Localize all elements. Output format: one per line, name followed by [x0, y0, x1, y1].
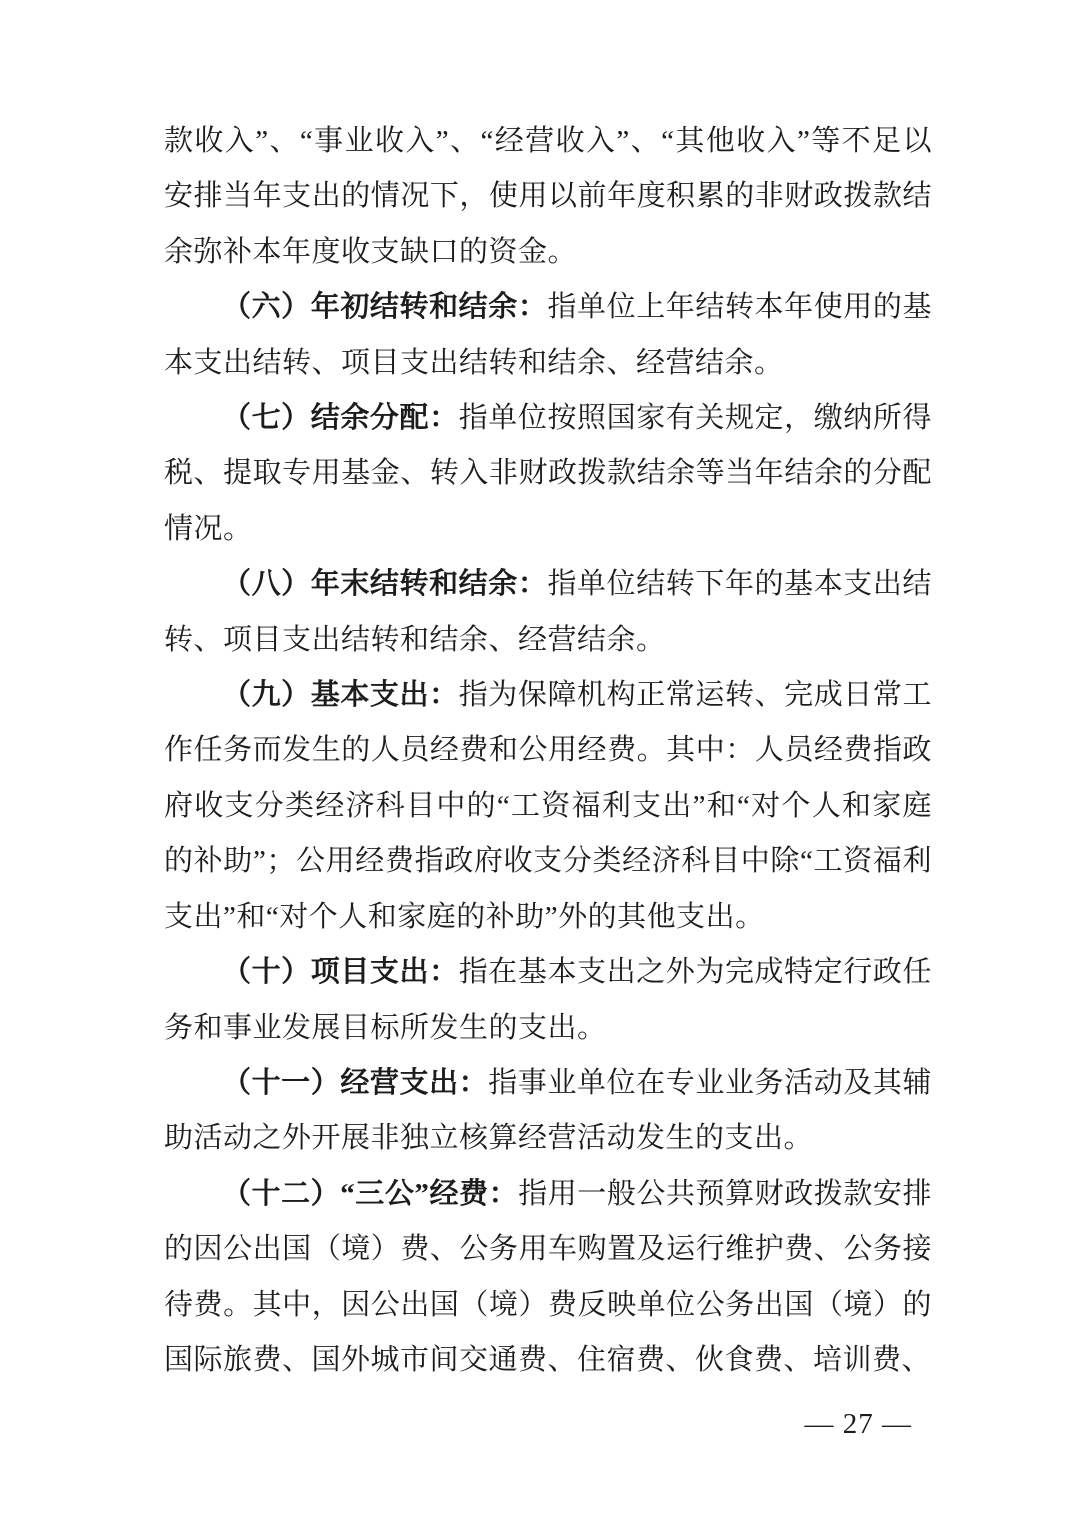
paragraph: [164, 668, 932, 945]
paragraph-heading: （十一）经营支出：: [222, 1066, 489, 1099]
paragraph-body: 款收入”、“事业收入”、“经营收入”、“其他收入”等不足以安排当年支出的情况下，使用以前年度积累的非财政拨款结余弥补本年度收支缺口的资金。: [164, 125, 932, 268]
page-number: — 27 —: [804, 1408, 912, 1440]
paragraph: [164, 557, 932, 668]
paragraph-heading: （十）项目支出：: [222, 956, 459, 989]
document-text-block: [164, 114, 932, 1388]
paragraph: [164, 391, 932, 557]
paragraph-body: 指单位结转下年的基本支出结转、项目支出结转和结余、经营结余。: [164, 568, 932, 656]
paragraph-body: 指为保障机构正常运转、完成日常工作任务而发生的人员经费和公用经费。其中：人员经费指政府收支分类经济科目中的“工资福利支出”和“对个人和家庭的补助”；公用经费指政府收支分类经济科目中除“工资福利支出”和“对个人和家庭的补助”外的其他支出。: [164, 679, 932, 933]
paragraph: [164, 1167, 932, 1389]
paragraph-heading: （八）年末结转和结余：: [222, 568, 548, 601]
paragraph-body: 指事业单位在专业业务活动及其辅助活动之外开展非独立核算经营活动发生的支出。: [164, 1066, 932, 1155]
paragraph-heading: （六）年初结转和结余：: [222, 291, 548, 324]
paragraph: [164, 945, 932, 1056]
paragraph: [164, 114, 932, 280]
paragraph-heading: （十二）“三公”经费：: [222, 1177, 519, 1210]
paragraph-heading: （七）结余分配：: [222, 402, 459, 435]
paragraph: [164, 1056, 932, 1167]
paragraph: [164, 280, 932, 391]
paragraph-body: 指用一般公共预算财政拨款安排的因公出国（境）费、公务用车购置及运行维护费、公务接待费。其中，因公出国（境）费反映单位公务出国（境）的国际旅费、国外城市间交通费、住宿费、伙食费、培训费、: [164, 1177, 932, 1376]
paragraph-body: 指单位上年结转本年使用的基本支出结转、项目支出结转和结余、经营结余。: [164, 291, 932, 379]
paragraph-heading: （九）基本支出：: [222, 679, 459, 712]
paragraph-body: 指单位按照国家有关规定，缴纳所得税、提取专用基金、转入非财政拨款结余等当年结余的分配情况。: [164, 402, 932, 545]
paragraph-body: 指在基本支出之外为完成特定行政任务和事业发展目标所发生的支出。: [164, 956, 932, 1044]
